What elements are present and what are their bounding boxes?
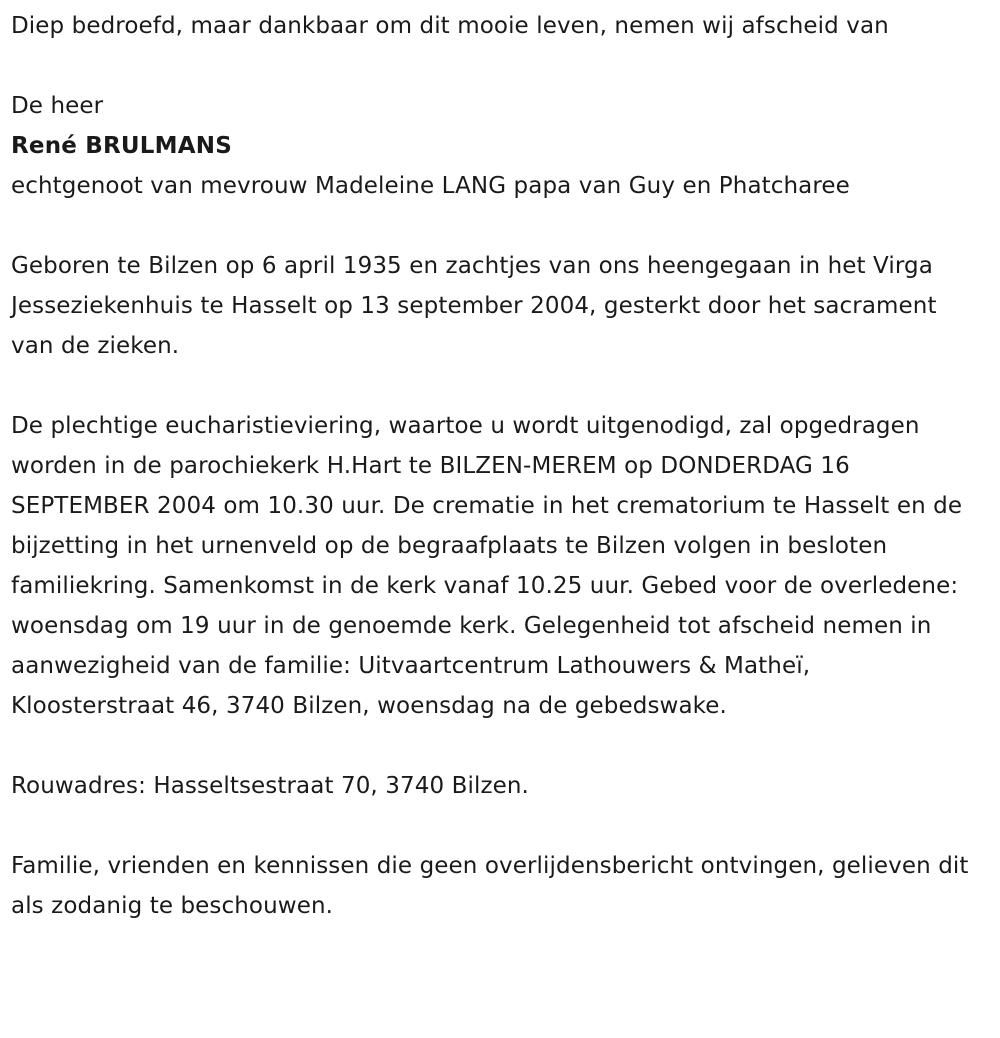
- intro-text: Diep bedroefd, maar dankbaar om dit mooie leven, nemen wij afscheid van: [11, 13, 889, 39]
- spacer: [11, 366, 980, 406]
- spacer: [11, 726, 980, 766]
- spacer: [11, 46, 980, 86]
- mourning-address: Rouwadres: Hasseltsestraat 70, 3740 Bilzen.: [11, 773, 529, 799]
- salutation: De heer: [11, 93, 104, 119]
- spacer: [11, 806, 980, 846]
- closing-text: Familie, vrienden en kennissen die geen overlijdensbericht ontvingen, gelieven dit als zodanig te beschouwen.: [11, 853, 969, 919]
- deceased-name: René BRULMANS: [11, 133, 232, 159]
- relation-text: echtgenoot van mevrouw Madeleine LANG papa van Guy en Phatcharee: [11, 173, 850, 199]
- ceremony-text: De plechtige eucharistieviering, waartoe u wordt uitgenodigd, zal opgedragen worden in de parochiekerk H.Hart te BILZEN-MEREM op DONDERDAG 16 SEPTEMBER 2004 om 10.30 uur. De crematie in het crematorium te Hasselt en de bijzetting in het urnenveld op de begraafplaats te Bilzen volgen in besloten familiekring. Samenkomst in de kerk vanaf 10.25 uur. Gebed voor de overledene: woensdag om 19 uur in de genoemde kerk. Gelegenheid tot afscheid nemen in aanwezigheid van de familie: Uitvaartcentrum Lathouwers & Matheï, Kloosterstraat 46, 3740 Bilzen, woensdag na de gebedswake.: [11, 413, 963, 719]
- spacer: [11, 206, 980, 246]
- birth-death-text: Geboren te Bilzen op 6 april 1935 en zachtjes van ons heengegaan in het Virga Jesseziekenhuis te Hasselt op 13 september 2004, gesterkt door het sacrament van de zieken.: [11, 253, 937, 359]
